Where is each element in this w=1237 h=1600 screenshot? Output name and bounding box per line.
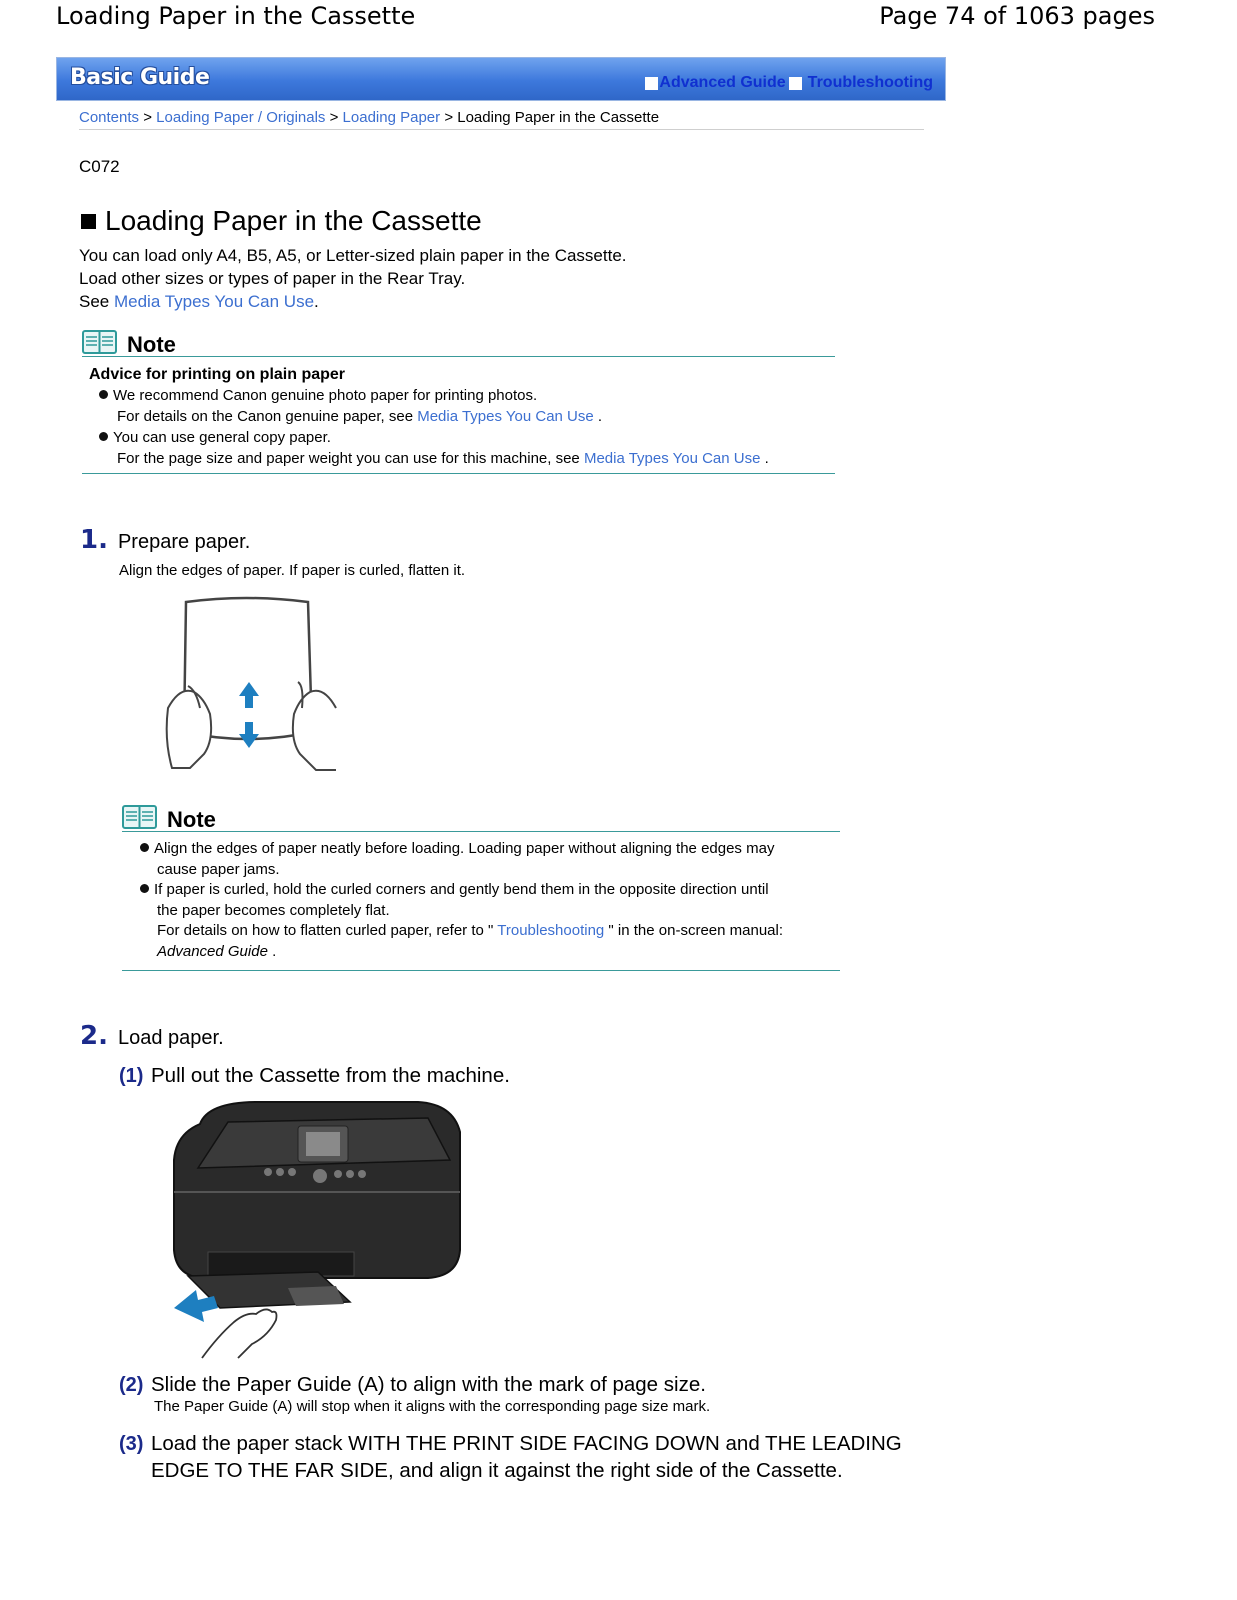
bullet-icon xyxy=(140,884,149,893)
note-bullet-text: We recommend Canon genuine photo paper for printing photos. xyxy=(113,387,538,404)
note-detail-period: . xyxy=(267,942,277,960)
step-title: Load paper. xyxy=(117,1027,224,1049)
note-bullet xyxy=(140,839,840,860)
note-bullet-text: If paper is curled, hold the curled corners and gently bend them in the opposite direction until xyxy=(154,881,769,898)
note-bullet xyxy=(89,427,835,448)
note-detail: cause paper jams. xyxy=(157,860,280,878)
paper-hands-illustration xyxy=(160,590,345,780)
note-detail xyxy=(140,942,840,963)
bullet-icon xyxy=(99,432,108,441)
intro-line xyxy=(79,290,627,313)
note-bullet-text: You can use general copy paper. xyxy=(113,429,331,446)
note-bullet xyxy=(140,880,840,901)
breadcrumb-loading-paper-originals[interactable]: Loading Paper / Originals xyxy=(156,109,326,126)
troubleshooting-link[interactable]: Troubleshooting xyxy=(497,922,605,939)
square-bullet-icon xyxy=(81,214,96,229)
bullet-icon xyxy=(99,390,108,399)
note-detail xyxy=(89,406,835,427)
advanced-guide-ref: Advanced Guide xyxy=(157,942,268,960)
intro-line: You can load only A4, B5, A5, or Letter-sized plain paper in the Cassette. xyxy=(79,246,627,265)
note-detail-period: . xyxy=(760,450,769,467)
substep-number: (1) xyxy=(119,1065,144,1087)
breadcrumb-separator: > xyxy=(444,109,458,126)
substep-text: Slide the Paper Guide (A) to align with the mark of page size. xyxy=(151,1373,706,1396)
breadcrumb-current: Loading Paper in the Cassette xyxy=(457,109,660,126)
breadcrumb-separator: > xyxy=(329,109,343,126)
note-book-icon xyxy=(122,805,157,831)
step-description: Align the edges of paper. If paper is curled, flatten it. xyxy=(119,562,466,579)
page-title-text: Loading Paper in the Cassette xyxy=(105,205,482,236)
note-book-icon xyxy=(82,330,117,356)
step-number: 1. xyxy=(80,525,108,555)
note-body xyxy=(122,832,840,971)
note-box xyxy=(122,805,840,971)
document-code: C072 xyxy=(79,157,120,176)
substep-3 xyxy=(119,1430,919,1484)
substep-description: The Paper Guide (A) will stop when it aligns with the corresponding page size mark. xyxy=(154,1398,711,1415)
intro-text xyxy=(79,244,627,313)
guide-banner xyxy=(56,57,946,101)
note-bullet-text: Align the edges of paper neatly before loading. Loading paper without aligning the edges may xyxy=(154,840,775,857)
note-header xyxy=(82,330,835,357)
media-types-link[interactable]: Media Types You Can Use xyxy=(113,292,315,311)
page-title xyxy=(81,205,482,237)
step-number: 2. xyxy=(80,1021,108,1051)
substep-text: Load the paper stack WITH THE PRINT SIDE FACING DOWN and THE LEADING EDGE TO THE FAR SIDE, and align it against the right side of the Cassette. xyxy=(151,1432,902,1482)
substep-number: (2) xyxy=(119,1374,144,1396)
note-subtitle: Advice for printing on plain paper xyxy=(89,366,346,383)
note-detail xyxy=(89,448,835,469)
note-header xyxy=(122,805,840,832)
printer-illustration xyxy=(168,1100,468,1362)
step-2-heading xyxy=(80,1021,224,1051)
document-title: Loading Paper in the Cassette xyxy=(56,2,416,30)
basic-guide-logo: Basic Guide xyxy=(70,65,210,90)
troubleshooting-icon xyxy=(789,77,802,90)
advanced-guide-icon xyxy=(645,77,658,90)
page-count: Page 74 of 1063 pages xyxy=(879,2,1155,30)
substep-2 xyxy=(119,1371,706,1398)
breadcrumb xyxy=(79,109,924,130)
breadcrumb-loading-paper[interactable]: Loading Paper xyxy=(342,109,441,126)
note-detail-period: . xyxy=(593,408,603,425)
intro-period: . xyxy=(314,292,319,311)
breadcrumb-contents[interactable]: Contents xyxy=(79,109,140,126)
guide-links xyxy=(645,74,933,92)
note-detail xyxy=(140,921,840,942)
substep-text: Pull out the Cassette from the machine. xyxy=(151,1064,510,1087)
troubleshooting-link[interactable]: Troubleshooting xyxy=(807,74,933,91)
advanced-guide-link[interactable]: Advanced Guide xyxy=(659,74,786,91)
note-bullet xyxy=(89,385,835,406)
note-detail-text: For details on the Canon genuine paper, see xyxy=(117,408,418,425)
note-title: Note xyxy=(167,807,216,832)
note-detail-text: For the page size and paper weight you can use for this machine, see xyxy=(117,450,584,467)
substep-number: (3) xyxy=(119,1433,144,1455)
intro-see: See xyxy=(79,292,114,311)
media-types-link[interactable]: Media Types You Can Use xyxy=(417,408,594,425)
media-types-link[interactable]: Media Types You Can Use xyxy=(583,450,761,467)
note-detail: the paper becomes completely flat. xyxy=(157,901,390,919)
note-detail-text: " in the on-screen manual: xyxy=(604,922,784,939)
note-body xyxy=(82,357,835,474)
note-detail-text: For details on how to flatten curled paper, refer to " xyxy=(157,922,498,939)
intro-line: Load other sizes or types of paper in the Rear Tray. xyxy=(79,269,466,288)
bullet-icon xyxy=(140,843,149,852)
step-title: Prepare paper. xyxy=(117,531,251,553)
substep-1 xyxy=(119,1062,510,1089)
step-1-heading xyxy=(80,525,250,555)
note-title: Note xyxy=(127,332,176,357)
breadcrumb-separator: > xyxy=(143,109,157,126)
note-box xyxy=(82,330,835,474)
